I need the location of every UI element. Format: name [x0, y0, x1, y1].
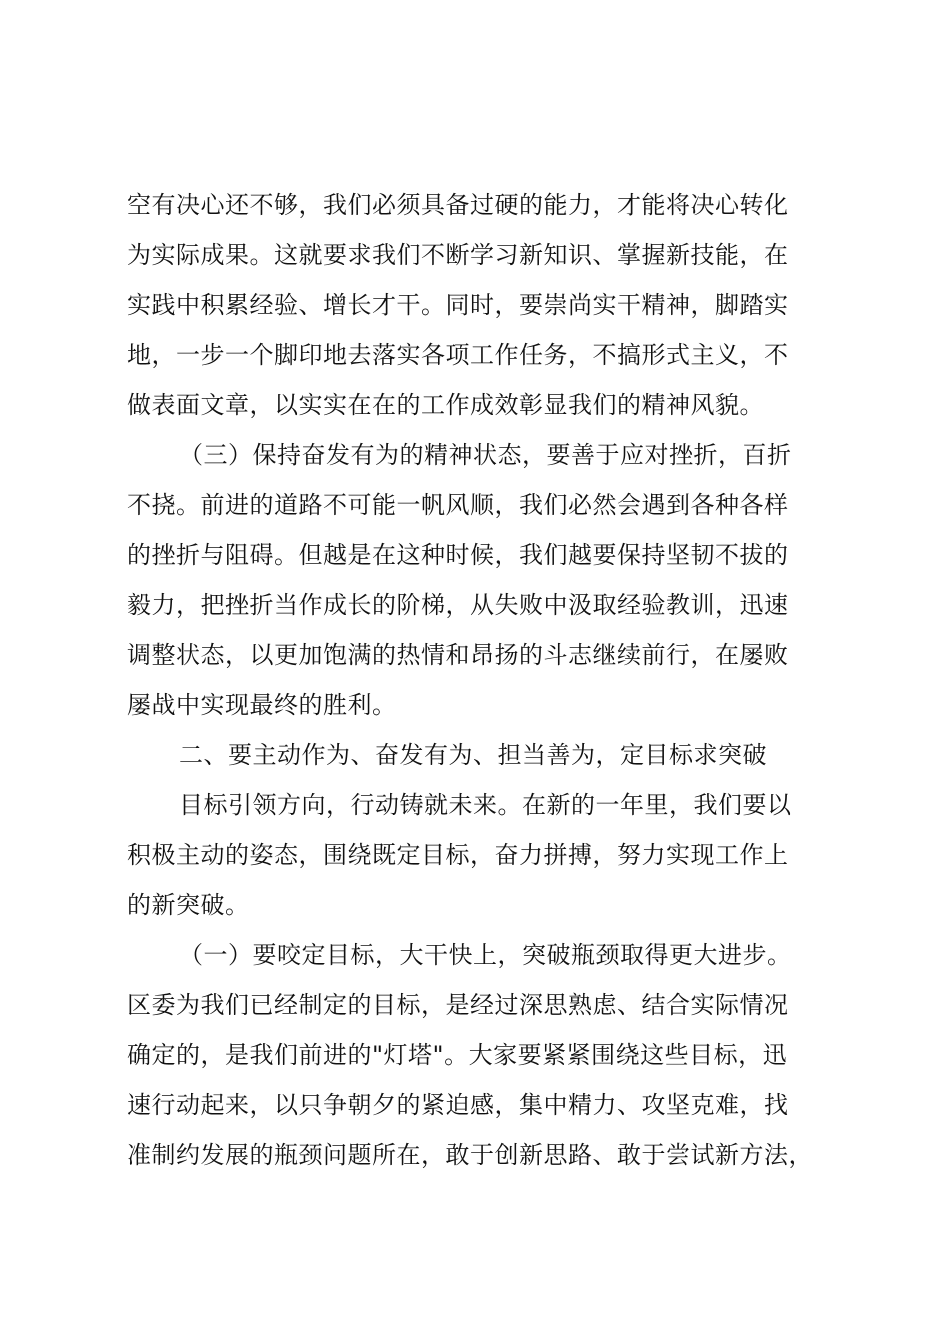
text-line: 毅力，把挫折当作成长的阶梯，从失败中汲取经验教训，迅速	[127, 591, 789, 619]
text-line: 积极主动的姿态，围绕既定目标，奋力拼搏，努力实现工作上	[127, 841, 789, 869]
text-line: 确定的，是我们前进的"灯塔"。大家要紧紧围绕这些目标，迅	[127, 1041, 788, 1069]
section-heading-2: 二、要主动作为、奋发有为、担当善为，定目标求突破	[179, 741, 767, 769]
text-line: 空有决心还不够，我们必须具备过硬的能力，才能将决心转化	[127, 191, 789, 219]
document-body	[127, 180, 839, 1180]
text-line: 区委为我们已经制定的目标，是经过深思熟虑、结合实际情况	[127, 991, 789, 1019]
text-line: 调整状态，以更加饱满的热情和昂扬的斗志继续前行，在屡败	[127, 641, 789, 669]
paragraph-start: 目标引领方向，行动铸就未来。在新的一年里，我们要以	[179, 791, 792, 819]
subsection-heading-1: （一）要咬定目标，大干快上，突破瓶颈取得更大进步。	[179, 941, 792, 969]
text-line: 不挠。前进的道路不可能一帆风顺，我们必然会遇到各种各样	[127, 491, 789, 519]
text-line: 准制约发展的瓶颈问题所在，敢于创新思路、敢于尝试新方法，	[127, 1141, 813, 1169]
subsection-heading-3: （三）保持奋发有为的精神状态，要善于应对挫折，百折	[179, 441, 792, 469]
text-line: 速行动起来，以只争朝夕的紧迫感，集中精力、攻坚克难，找	[127, 1091, 789, 1119]
text-line: 为实际成果。这就要求我们不断学习新知识、掌握新技能，在	[127, 241, 789, 269]
text-line: 的挫折与阻碍。但越是在这种时候，我们越要保持坚韧不拔的	[127, 541, 789, 569]
text-line: 屡战中实现最终的胜利。	[127, 691, 397, 719]
text-line: 实践中积累经验、增长才干。同时，要崇尚实干精神，脚踏实	[127, 291, 789, 319]
text-line: 的新突破。	[127, 891, 250, 919]
text-line: 地，一步一个脚印地去落实各项工作任务，不搞形式主义，不	[127, 341, 789, 369]
text-line: 做表面文章，以实实在在的工作成效彰显我们的精神风貌。	[127, 391, 764, 419]
